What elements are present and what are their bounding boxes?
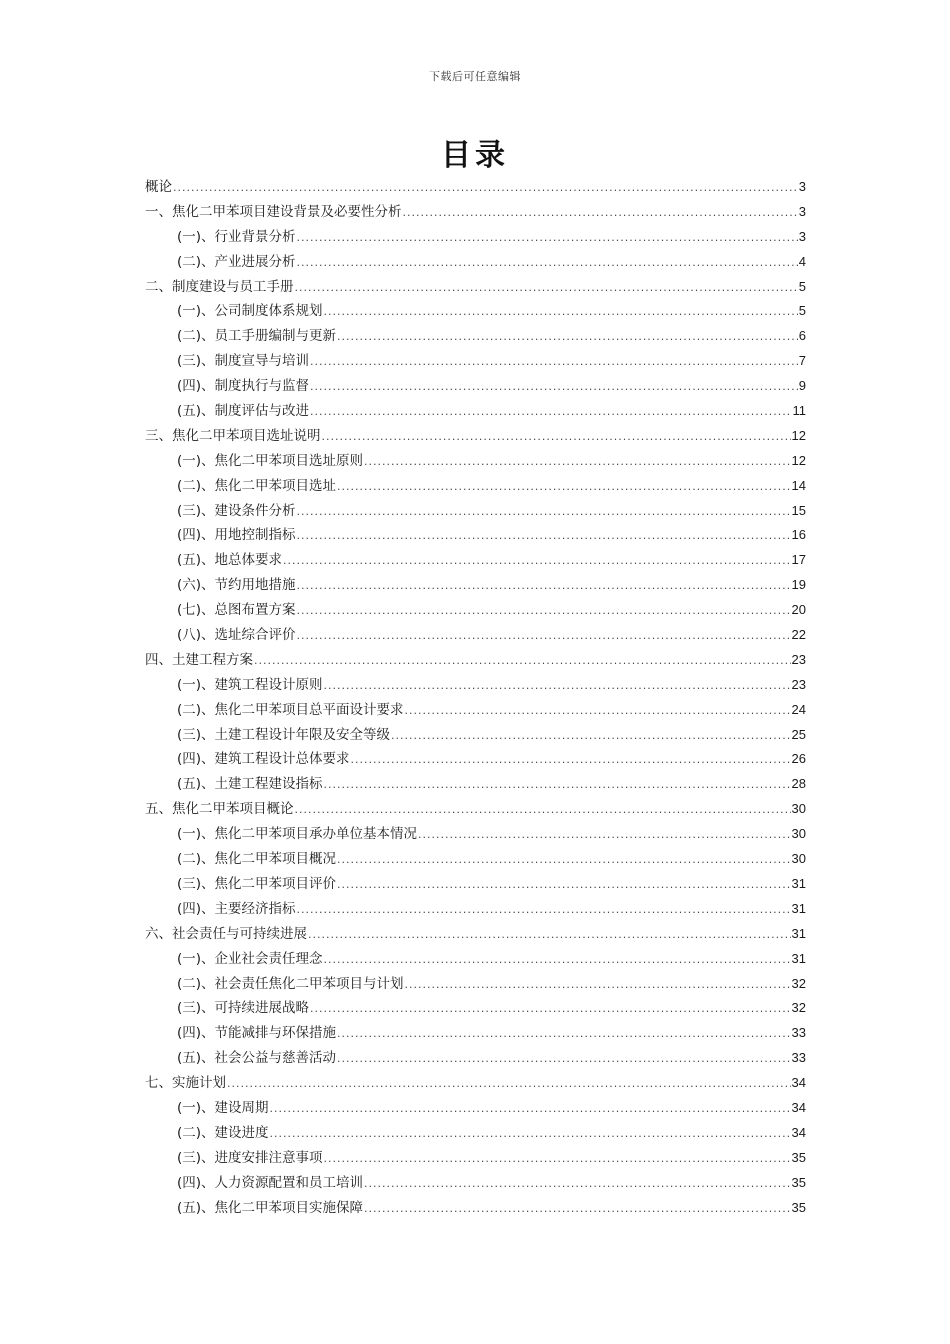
toc-entry-text: (四)、建筑工程设计总体要求	[177, 751, 350, 768]
toc-entry-page-number: 33	[791, 1050, 806, 1066]
toc-dot-leader	[297, 524, 791, 549]
toc-dot-leader	[324, 948, 791, 973]
toc-dot-leader	[297, 898, 791, 923]
toc-entry-text: (一)、建筑工程设计原则	[177, 676, 323, 693]
toc-dot-leader	[295, 798, 791, 823]
toc-entry-text: (五)、地总体要求	[177, 552, 283, 569]
toc-dot-leader	[324, 674, 791, 699]
toc-entry[interactable]	[145, 648, 806, 673]
toc-dot-leader	[297, 574, 791, 599]
toc-entry[interactable]	[145, 772, 806, 797]
toc-entry[interactable]	[145, 175, 806, 200]
toc-dot-leader	[310, 375, 798, 400]
toc-entry[interactable]	[145, 872, 806, 897]
toc-entry[interactable]	[145, 548, 806, 573]
toc-entry-text: (三)、可持续进展战略	[177, 1000, 310, 1017]
toc-entry-page-number: 5	[798, 278, 806, 294]
toc-entry-text: (七)、总图布置方案	[177, 602, 296, 619]
toc-entry[interactable]	[145, 922, 806, 947]
toc-entry[interactable]	[145, 947, 806, 972]
toc-dot-leader	[270, 1097, 791, 1122]
toc-dot-leader	[418, 823, 790, 848]
toc-entry-page-number: 31	[791, 900, 806, 916]
toc-entry-text: (二)、社会责任焦化二甲苯项目与计划	[177, 975, 404, 992]
toc-entry-text: (二)、建设进度	[177, 1124, 269, 1141]
toc-entry[interactable]	[145, 673, 806, 698]
toc-entry-text: (四)、人力资源配置和员工培训	[177, 1174, 364, 1191]
toc-entry-page-number: 35	[791, 1199, 806, 1215]
toc-entry-text: 四、土建工程方案	[145, 651, 253, 668]
toc-entry-text: 七、实施计划	[145, 1075, 226, 1092]
toc-entry[interactable]	[145, 523, 806, 548]
toc-dot-leader	[337, 873, 790, 898]
toc-dot-leader	[324, 773, 791, 798]
toc-entry[interactable]	[145, 698, 806, 723]
toc-entry-page-number: 23	[791, 651, 806, 667]
toc-entry-page-number: 30	[791, 801, 806, 817]
toc-entry-page-number: 4	[798, 253, 806, 269]
toc-dot-leader	[227, 1072, 791, 1097]
toc-dot-leader	[283, 549, 790, 574]
toc-entry-text: (四)、节能减排与环保措施	[177, 1025, 337, 1042]
toc-entry[interactable]	[145, 897, 806, 922]
toc-entry-page-number: 7	[798, 353, 806, 369]
toc-entry[interactable]	[145, 399, 806, 424]
toc-entry-page-number: 23	[791, 676, 806, 692]
toc-dot-leader	[364, 1172, 790, 1197]
toc-entry[interactable]	[145, 299, 806, 324]
toc-entry-page-number: 32	[791, 1000, 806, 1016]
toc-entry-text: (三)、建设条件分析	[177, 502, 296, 519]
toc-dot-leader	[364, 450, 790, 475]
toc-entry-page-number: 31	[791, 875, 806, 891]
toc-entry-page-number: 5	[798, 303, 806, 319]
toc-entry[interactable]	[145, 250, 806, 275]
toc-dot-leader	[337, 1047, 790, 1072]
toc-entry-page-number: 17	[791, 552, 806, 568]
toc-entry[interactable]	[145, 972, 806, 997]
toc-entry-text: (一)、建设周期	[177, 1099, 269, 1116]
header-note: 下载后可任意编辑	[429, 70, 521, 83]
toc-entry-page-number: 30	[791, 826, 806, 842]
toc-entry-text: (六)、节约用地措施	[177, 577, 296, 594]
toc-entry[interactable]	[145, 324, 806, 349]
toc-entry-page-number: 3	[798, 179, 806, 194]
toc-dot-leader	[270, 1122, 791, 1147]
toc-dot-leader	[310, 350, 798, 375]
toc-entry-page-number: 24	[791, 701, 806, 717]
toc-entry-text: 二、制度建设与员工手册	[145, 278, 294, 295]
toc-entry-page-number: 32	[791, 975, 806, 991]
toc-entry[interactable]	[145, 1121, 806, 1146]
toc-entry-text: 六、社会责任与可持续进展	[145, 925, 307, 942]
toc-entry[interactable]	[145, 623, 806, 648]
toc-dot-leader	[403, 201, 798, 226]
toc-entry[interactable]	[145, 424, 806, 449]
toc-entry-text: (三)、焦化二甲苯项目评价	[177, 875, 337, 892]
toc-dot-leader	[297, 599, 791, 624]
toc-dot-leader	[297, 251, 798, 276]
toc-entry[interactable]	[145, 847, 806, 872]
toc-entry-text: (一)、企业社会责任理念	[177, 950, 323, 967]
toc-dot-leader	[295, 276, 798, 301]
toc-entry-text: (一)、公司制度体系规划	[177, 303, 323, 320]
toc-entry-text: (一)、焦化二甲苯项目选址原则	[177, 452, 364, 469]
toc-entry-page-number: 35	[791, 1149, 806, 1165]
toc-entry-text: (三)、进度安排注意事项	[177, 1149, 323, 1166]
toc-entry-text: (二)、员工手册编制与更新	[177, 328, 337, 345]
toc-entry-page-number: 12	[791, 452, 806, 468]
toc-entry-text: 三、焦化二甲苯项目选址说明	[145, 427, 321, 444]
table-of-contents	[145, 175, 806, 1220]
toc-entry-text: (二)、焦化二甲苯项目总平面设计要求	[177, 701, 404, 718]
toc-dot-leader	[324, 300, 798, 325]
toc-entry[interactable]	[145, 1096, 806, 1121]
toc-entry-page-number: 20	[791, 602, 806, 618]
toc-entry[interactable]	[145, 573, 806, 598]
toc-entry[interactable]	[145, 499, 806, 524]
toc-dot-leader	[173, 176, 798, 201]
toc-entry-text: (二)、焦化二甲苯项目选址	[177, 477, 337, 494]
toc-entry[interactable]	[145, 1046, 806, 1071]
toc-entry-text: (五)、社会公益与慈善活动	[177, 1050, 337, 1067]
toc-entry-text: (五)、焦化二甲苯项目实施保障	[177, 1199, 364, 1216]
toc-dot-leader	[297, 500, 791, 525]
toc-entry[interactable]	[145, 1171, 806, 1196]
toc-dot-leader	[297, 226, 798, 251]
toc-dot-leader	[337, 848, 790, 873]
toc-entry-text: (三)、土建工程设计年限及安全等级	[177, 726, 391, 743]
toc-entry-page-number: 3	[798, 228, 806, 244]
toc-dot-leader	[308, 923, 791, 948]
toc-entry-text: (三)、制度宣导与培训	[177, 353, 310, 370]
toc-entry-page-number: 31	[791, 925, 806, 941]
toc-dot-leader	[254, 649, 791, 674]
toc-entry[interactable]	[145, 822, 806, 847]
toc-entry-text: (五)、土建工程建设指标	[177, 776, 323, 793]
toc-dot-leader	[337, 325, 798, 350]
toc-entry-text: (一)、焦化二甲苯项目承办单位基本情况	[177, 826, 418, 843]
toc-entry[interactable]	[145, 1071, 806, 1096]
toc-entry-page-number: 9	[798, 378, 806, 394]
toc-dot-leader	[337, 475, 790, 500]
toc-entry-page-number: 14	[791, 477, 806, 493]
toc-entry[interactable]	[145, 598, 806, 623]
toc-entry-page-number: 12	[791, 427, 806, 443]
toc-entry-page-number: 33	[791, 1025, 806, 1041]
toc-entry-page-number: 26	[791, 751, 806, 767]
toc-entry[interactable]	[145, 449, 806, 474]
toc-entry-text: (四)、用地控制指标	[177, 527, 296, 544]
toc-entry[interactable]	[145, 374, 806, 399]
toc-entry-text: (八)、选址综合评价	[177, 627, 296, 644]
toc-entry-page-number: 34	[791, 1124, 806, 1140]
toc-entry[interactable]	[145, 996, 806, 1021]
toc-entry-page-number: 30	[791, 851, 806, 867]
toc-entry-text: (一)、行业背景分析	[177, 228, 296, 245]
toc-entry[interactable]	[145, 723, 806, 748]
toc-entry-page-number: 28	[791, 776, 806, 792]
toc-dot-leader	[364, 1197, 790, 1222]
toc-entry-page-number: 34	[791, 1099, 806, 1115]
toc-entry-page-number: 3	[798, 203, 806, 219]
toc-dot-leader	[310, 400, 791, 425]
toc-entry-page-number: 35	[791, 1174, 806, 1190]
toc-entry-text: (四)、制度执行与监督	[177, 378, 310, 395]
toc-dot-leader	[405, 699, 791, 724]
toc-dot-leader	[351, 748, 791, 773]
toc-entry[interactable]	[145, 200, 806, 225]
toc-entry-page-number: 15	[791, 502, 806, 518]
toc-entry-text: (五)、制度评估与改进	[177, 403, 310, 420]
toc-dot-leader	[405, 973, 791, 998]
toc-entry-page-number: 6	[798, 328, 806, 344]
toc-entry[interactable]	[145, 225, 806, 250]
toc-entry[interactable]	[145, 275, 806, 300]
toc-entry-text: (二)、产业进展分析	[177, 253, 296, 270]
toc-entry[interactable]	[145, 1196, 806, 1221]
toc-entry-text: 一、焦化二甲苯项目建设背景及必要性分析	[145, 203, 402, 220]
toc-entry-page-number: 31	[791, 950, 806, 966]
toc-dot-leader	[324, 1147, 791, 1172]
toc-entry-page-number: 16	[791, 527, 806, 543]
toc-dot-leader	[391, 724, 790, 749]
toc-dot-leader	[310, 997, 790, 1022]
toc-entry[interactable]	[145, 747, 806, 772]
toc-entry[interactable]	[145, 474, 806, 499]
toc-entry[interactable]	[145, 1021, 806, 1046]
page-title: 目录	[441, 138, 509, 173]
toc-entry-text: (二)、焦化二甲苯项目概况	[177, 851, 337, 868]
toc-entry[interactable]	[145, 349, 806, 374]
toc-dot-leader	[322, 425, 791, 450]
toc-entry[interactable]	[145, 797, 806, 822]
toc-entry-page-number: 34	[791, 1075, 806, 1091]
toc-dot-leader	[337, 1022, 790, 1047]
toc-entry-text: (四)、主要经济指标	[177, 900, 296, 917]
toc-entry-page-number: 19	[791, 577, 806, 593]
toc-entry-page-number: 25	[791, 726, 806, 742]
toc-entry-page-number: 22	[791, 627, 806, 643]
toc-entry-page-number: 11	[792, 403, 806, 419]
toc-entry[interactable]	[145, 1146, 806, 1171]
toc-entry-text: 概论	[145, 179, 172, 195]
toc-entry-text: 五、焦化二甲苯项目概论	[145, 801, 294, 818]
toc-dot-leader	[297, 624, 791, 649]
